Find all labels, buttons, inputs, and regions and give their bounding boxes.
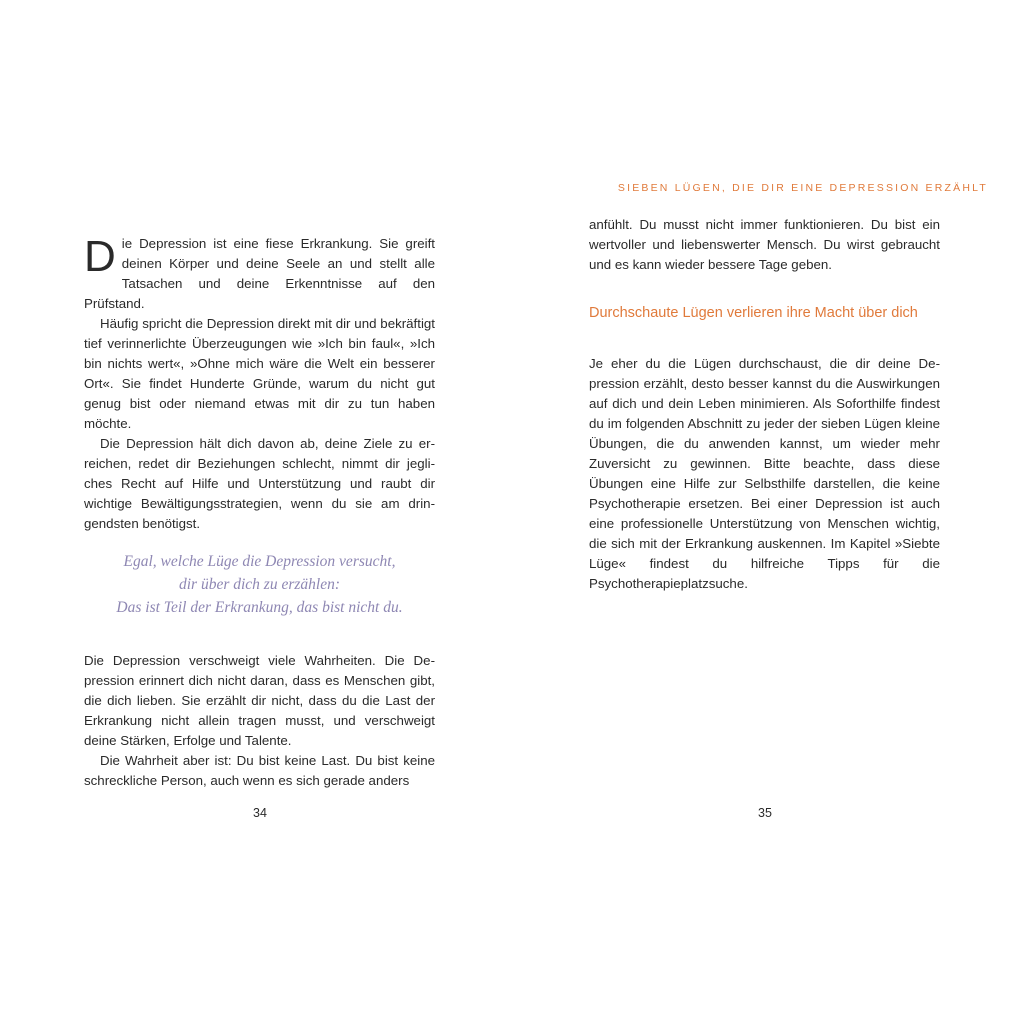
page-number-right: 35 [758, 806, 772, 820]
paragraph-depression-goals: Die Depression hält dich davon ab, deine Ziele zu erreichen, redet dir Beziehungen schlecht, nimmt dir jegliches Recht auf Hilfe und Unterstützung und raubt dir wichtige Bewältigungsstrategien, wenn du sie am dringendsten benötigst. [84, 436, 435, 531]
pull-quote-line: dir über dich zu erzählen: [178, 576, 340, 593]
right-page-body [589, 354, 940, 594]
page-number-left: 34 [253, 806, 267, 820]
intro-paragraph-text: ie Depression ist eine fiese Erkrankung. Sie greift deinen Körper und deine Seele an und stellt alle Tatsachen und deine Erkenntnisse auf den Prüfstand. [84, 236, 435, 311]
pull-quote [84, 550, 435, 619]
pull-quote-line: Egal, welche Lüge die Depression versucht, [123, 553, 396, 570]
paragraph-you-are-valuable: anfühlt. Du musst nicht immer funktionieren. Du bist ein wertvoller und liebenswerter Mensch. Du wirst gebraucht und es kann wieder bessere Tage geben. [589, 217, 940, 272]
running-head: SIEBEN LÜGEN, DIE DIR EINE DEPRESSION ERZÄHLT [617, 182, 988, 194]
paragraph-hidden-truths: Die Depression verschweigt viele Wahrheiten. Die Depression erinnert dich nicht daran, dass es Menschen gibt, die dich lieben. Sie erzählt dir nicht, dass du die Last der Erkrankung nicht allein tragen musst, und verschweigt deine Stärken, Erfolge und Talente. [84, 653, 435, 748]
paragraph-truth: Die Wahrheit aber ist: Du bist keine Last. Du bist keine schreckliche Person, auch wenn es sich gerade anders [84, 753, 435, 788]
section-subheading: Durchschaute Lügen verlieren ihre Macht über dich [589, 305, 918, 321]
drop-cap: D [84, 232, 116, 281]
intro-paragraph [84, 234, 435, 314]
paragraph-see-through-lies: Je eher du die Lügen durchschaust, die dir deine Depression erzählt, desto besser kannst du die Auswirkungen auf dich und dein Leben minimieren. Als Soforthilfe findest du im folgenden Abschnitt zu jeder der sieben Lügen kleine Übungen, die du anwenden kannst, um wieder mehr Zuversicht zu gewinnen. Bitte beachte, dass diese Übungen eine Hilfe zur Selbsthilfe darstellen, die keine Psychotherapie ersetzen. Bei einer Depression ist auch eine professionelle Unterstützung von Menschen wichtig, die sich mit der Erkrankung auskennen. Im Kapitel »Siebte Lüge« findest du hilfreiche Tipps für die Psychotherapieplatzsuche. [589, 356, 940, 591]
left-page-intro [84, 234, 435, 534]
left-page-continuation [84, 651, 435, 791]
right-page-continuation [589, 215, 940, 275]
paragraph-depression-speaks: Häufig spricht die Depression direkt mit dir und bekräftigt tief verinnerlichte Überzeugungen wie »Ich bin faul«, »Ich bin nichts wert«, »Ohne mich wäre die Welt ein besserer Ort«. Sie findet Hunderte Gründe, warum du nicht gut genug bist oder niemand etwas mit dir zu tun haben möchte. [84, 316, 435, 431]
pull-quote-line: Das ist Teil der Erkrankung, das bist nicht du. [116, 599, 403, 616]
